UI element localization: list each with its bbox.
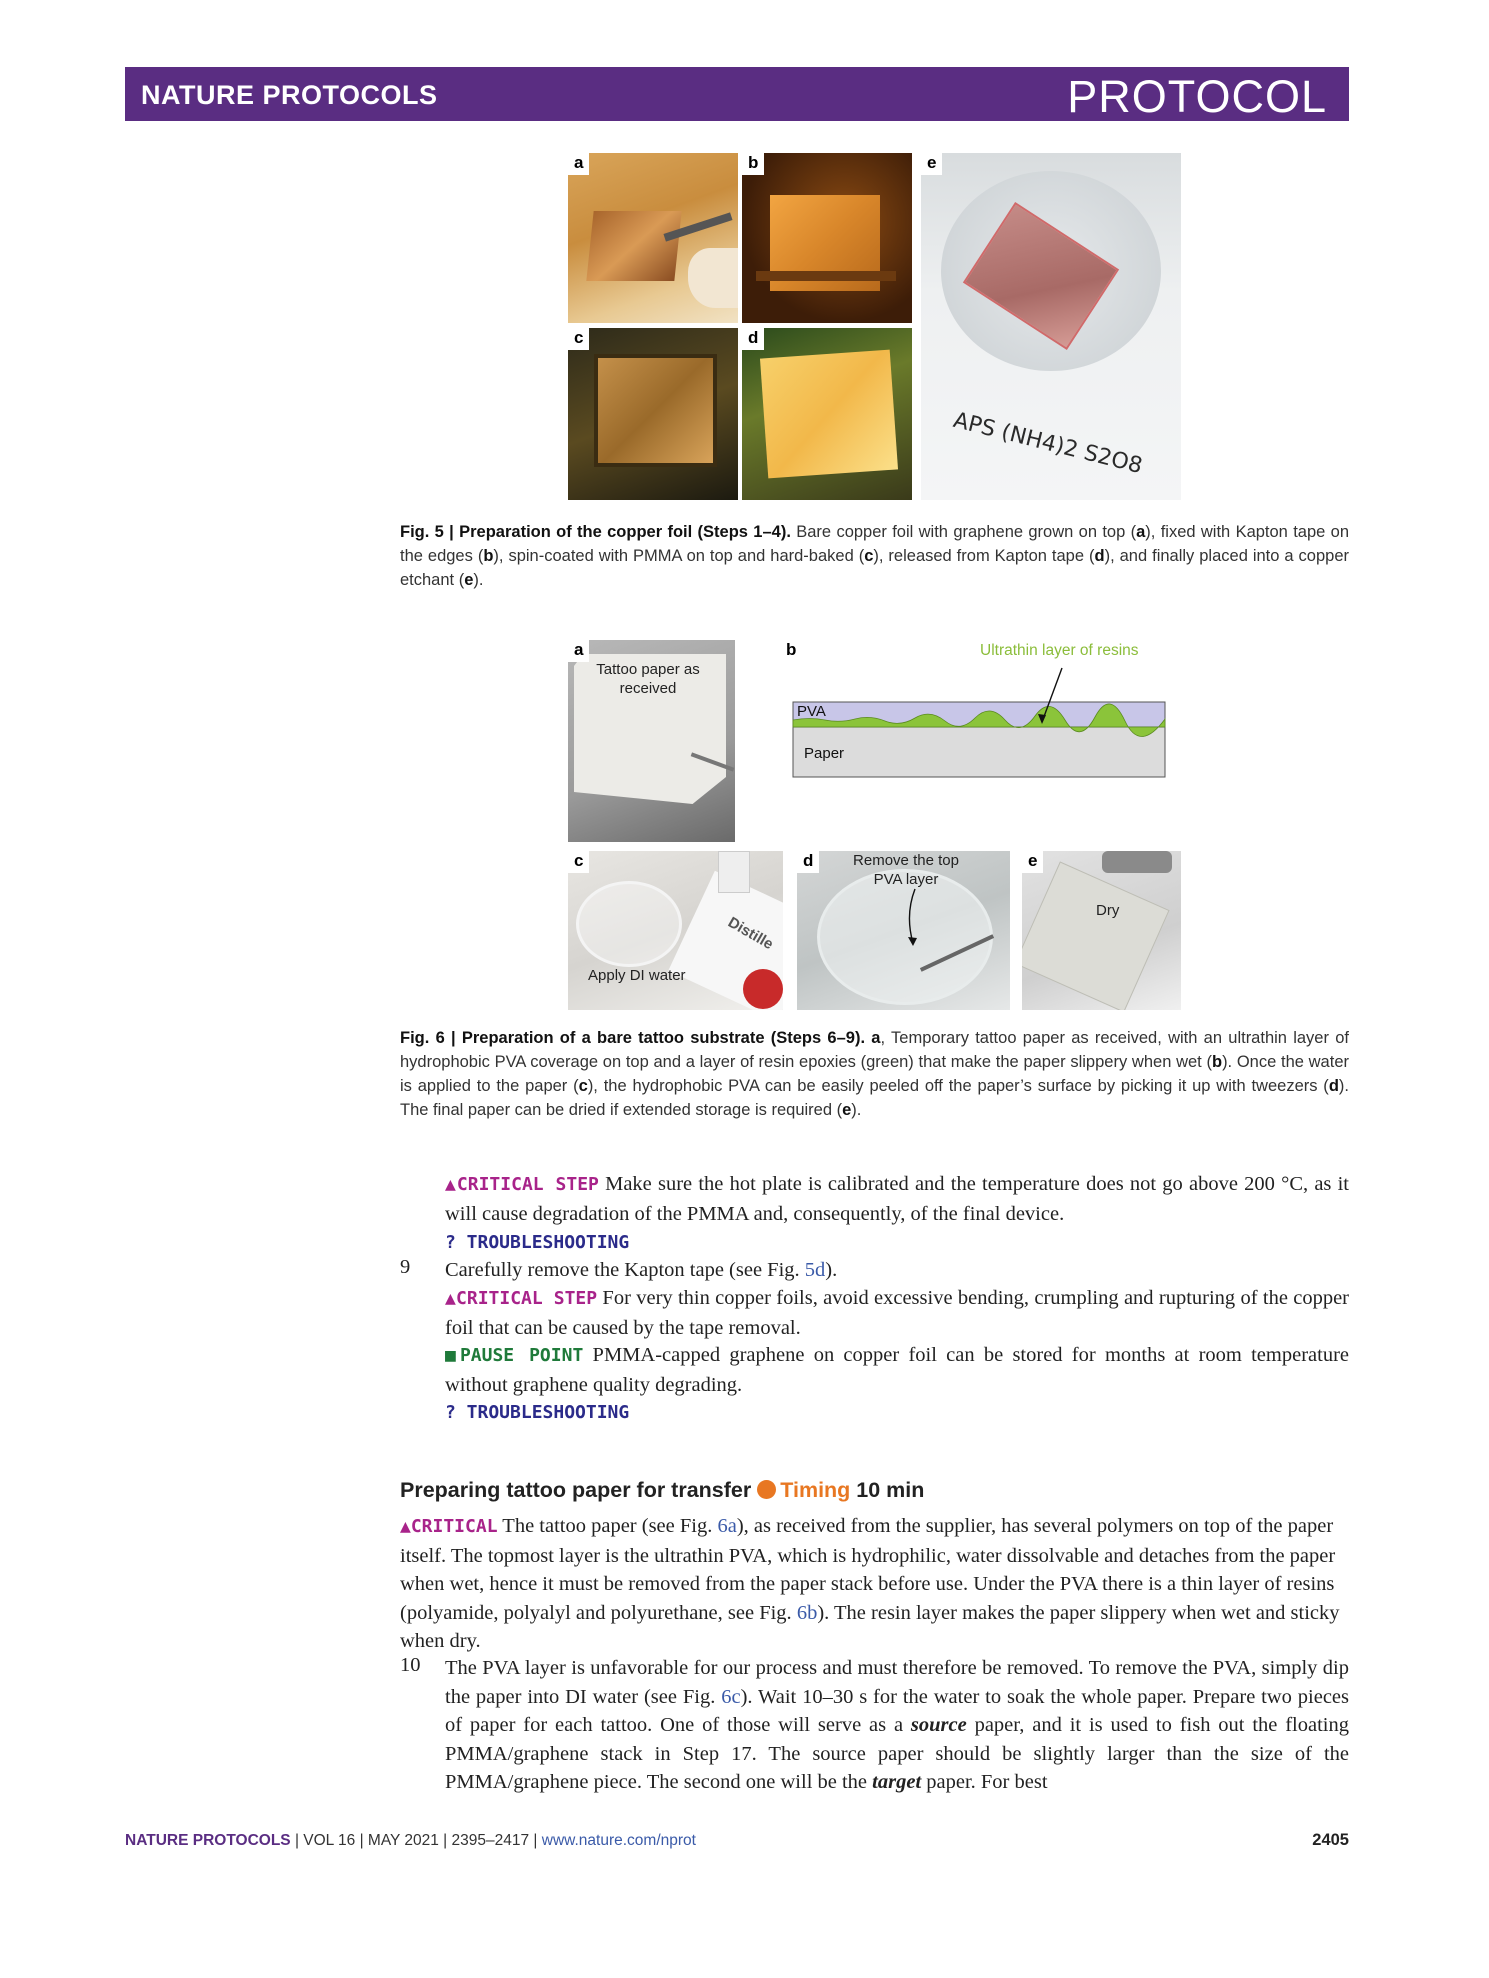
footer-url-link[interactable]: www.nature.com/nprot: [541, 1832, 696, 1849]
fig6-caption-title: Fig. 6 | Preparation of a bare tattoo substrate (Steps 6–9).: [400, 1029, 866, 1047]
fig5-photo-c: [568, 328, 738, 500]
fig-5d-link[interactable]: 5d: [804, 1259, 826, 1281]
fig5-caption: [400, 520, 1349, 592]
bottle-label: Distille: [725, 913, 777, 954]
fig-6a-link[interactable]: 6a: [717, 1515, 737, 1537]
caption-text: ), the hydrophobic PVA can be easily peeled off the paper’s surface by picking it up with tweezers (: [587, 1077, 1329, 1095]
step-10-body: paper, and it is used to fish out the floating PMMA/graphene stack in Step 17. The source paper should be slightly larger than the size of the PMMA/graphene piece. The second one will be the: [445, 1714, 1349, 1793]
critical-step-label: ▲CRITICAL STEP: [445, 1288, 598, 1309]
caption-text: ), spin-coated with PMMA on top and hard-baked (: [493, 547, 865, 565]
fig6-label-c: c: [568, 851, 589, 873]
paper-label: Paper: [804, 745, 845, 762]
fig5-label-b: b: [742, 153, 764, 175]
fig6-label-b: b: [780, 640, 802, 662]
pva-label: PVA: [797, 703, 826, 720]
page-number: 2405: [1312, 1831, 1349, 1849]
section-heading: [400, 1478, 924, 1503]
step-10-body: paper. For best: [921, 1771, 1048, 1793]
step-number-9: 9: [400, 1256, 411, 1278]
journal-name: NATURE PROTOCOLS: [141, 80, 438, 110]
footer-date: MAY 2021: [367, 1832, 439, 1849]
fig5-photo-e: [921, 153, 1181, 500]
critical-step-hotplate: [445, 1170, 1349, 1228]
fig6-a-text: Tattoo paper as received: [596, 661, 700, 697]
caption-text: Bare copper foil with graphene grown on top (: [790, 523, 1137, 541]
resin-layer-annotation: Ultrathin layer of resins: [980, 642, 1139, 659]
timing-label: Timing: [780, 1478, 851, 1502]
caption-text: ), fixed with Kapton tape on the edges (: [400, 523, 1349, 565]
footer-separator: |: [290, 1832, 304, 1849]
fig6-label-a: a: [568, 640, 589, 662]
step-9-end: ).: [825, 1259, 838, 1281]
caption-ref: c: [864, 547, 874, 565]
fig5-photo-d: [742, 328, 912, 500]
caption-text: ).: [851, 1101, 862, 1119]
caption-ref: a: [1136, 523, 1146, 541]
caption-text: ). The final paper can be dried if extended storage is required (: [400, 1077, 1349, 1119]
pause-point: [445, 1341, 1349, 1399]
caption-ref: e: [464, 571, 474, 589]
critical-label: ▲CRITICAL: [400, 1516, 498, 1537]
caption-text: ). Once the water is applied to the paper (: [400, 1053, 1349, 1095]
troubleshooting-label[interactable]: ? TROUBLESHOOTING: [445, 1232, 630, 1253]
caption-ref: d: [1094, 547, 1105, 565]
critical-paragraph: [400, 1512, 1349, 1656]
footer-journal: NATURE PROTOCOLS: [125, 1832, 291, 1849]
journal-header-bar: [125, 67, 1349, 121]
troubleshooting-link-1[interactable]: [445, 1228, 629, 1258]
critical-text: ), as received from the supplier, has several polymers on top of the paper itself. The topmost layer is the ultrathin PVA, which is hydrophilic, water dissolvable and detaches from the paper when wet, hence it must be removed from the paper stack before use. Under the PVA there is a thin layer of resins (polyamide, polyalyl and polyurethane, see Fig.: [400, 1515, 1336, 1624]
pause-point-text: PMMA-capped graphene on copper foil can be stored for months at room temperature without graphene quality degrading.: [445, 1344, 1349, 1396]
critical-step-text: For very thin copper foils, avoid excessive bending, crumpling and rupturing of the copper foil that can be caused by the tape removal.: [445, 1287, 1350, 1339]
caption-ref: e: [842, 1101, 852, 1119]
fig5-e-handwriting: APS (NH4)2 S2O8: [950, 407, 1145, 480]
fig6-photo-e: [1022, 851, 1181, 1010]
footer-separator: |: [438, 1832, 452, 1849]
caption-ref: b: [483, 547, 494, 565]
fig6-label-d: d: [797, 851, 819, 873]
critical-step-text: Make sure the hot plate is calibrated and the temperature does not go above 200 °C, as it will cause degradation of the PMMA and, consequently, of the final device.: [445, 1173, 1349, 1225]
fig6-photo-d: [797, 851, 1010, 1010]
footer-pages: 2395–2417: [451, 1832, 530, 1849]
troubleshooting-link-2[interactable]: [445, 1398, 629, 1428]
critical-step-foil: [445, 1284, 1349, 1342]
step-10-body: ). Wait 10–30 s for the water to soak the whole paper. Prepare two pieces of paper for each tattoo. One of those will serve as a: [445, 1685, 1350, 1736]
fig5-label-d: d: [742, 328, 764, 350]
caption-ref: c: [578, 1077, 588, 1095]
fig5-label-a: a: [568, 153, 589, 175]
caption-text: ), and finally placed into a copper etchant (: [400, 547, 1349, 589]
fig6-diagram-b: [780, 640, 1180, 790]
fig5-caption-title: Fig. 5 | Preparation of the copper foil (Steps 1–4).: [400, 523, 791, 541]
fig-6c-link[interactable]: 6c: [721, 1685, 741, 1708]
step-number-10: 10: [400, 1654, 421, 1676]
step-9-text: [445, 1256, 837, 1285]
caption-text: , Temporary tattoo paper as received, with an ultrathin layer of hydrophobic PVA coverage on top and a layer of resin epoxies (green) that make the paper slippery when wet (: [400, 1029, 1349, 1071]
step-10-text: [445, 1654, 1349, 1797]
timing-value: 10 min: [856, 1478, 925, 1502]
troubleshooting-label[interactable]: ? TROUBLESHOOTING: [445, 1402, 630, 1423]
fig6-c-text: Apply DI water: [588, 967, 686, 984]
fig5-label-c: c: [568, 328, 589, 350]
fig6-caption: [400, 1026, 1349, 1122]
article-type: PROTOCOL: [1067, 71, 1327, 122]
fig5-photo-a: [568, 153, 738, 323]
page-footer: [125, 1832, 696, 1850]
fig6-e-text: Dry: [1096, 902, 1120, 919]
caption-ref: a: [871, 1029, 881, 1047]
critical-text: ). The resin layer makes the paper slippery when wet and sticky when dry.: [400, 1601, 1340, 1652]
footer-separator: |: [355, 1832, 368, 1849]
pause-point-label: ■PAUSE POINT: [445, 1345, 584, 1366]
footer-volume: VOL 16: [303, 1832, 356, 1849]
caption-ref: b: [1211, 1053, 1223, 1071]
fig6-d-text: Remove the top PVA layer: [853, 852, 959, 888]
section-title: Preparing tattoo paper for transfer: [400, 1478, 752, 1502]
fig6-label-e: e: [1022, 851, 1043, 873]
caption-text: ).: [473, 571, 484, 589]
source-emphasis: source: [910, 1714, 967, 1736]
fig5-label-e: e: [921, 153, 942, 175]
critical-step-label: ▲CRITICAL STEP: [445, 1174, 599, 1195]
step-10-body: The PVA layer is unfavorable for our process and must therefore be removed. To remove the PVA, simply dip the paper into DI water (see Fig.: [445, 1657, 1349, 1708]
layer-diagram: [780, 640, 1180, 790]
critical-text: The tattoo paper (see Fig.: [497, 1515, 718, 1537]
timing-clock-icon: [757, 1480, 776, 1499]
fig6-photo-a: [568, 640, 735, 842]
target-emphasis: target: [872, 1771, 922, 1793]
fig5-photo-b: [742, 153, 912, 323]
caption-text: ), released from Kapton tape (: [873, 547, 1095, 565]
fig6-photo-c: [568, 851, 783, 1010]
fig-6b-link[interactable]: 6b: [796, 1601, 818, 1624]
step-9-body: Carefully remove the Kapton tape (see Fig.: [445, 1259, 805, 1281]
footer-separator: |: [529, 1832, 542, 1849]
caption-ref: d: [1328, 1077, 1339, 1095]
paper-layer: [793, 727, 1165, 777]
